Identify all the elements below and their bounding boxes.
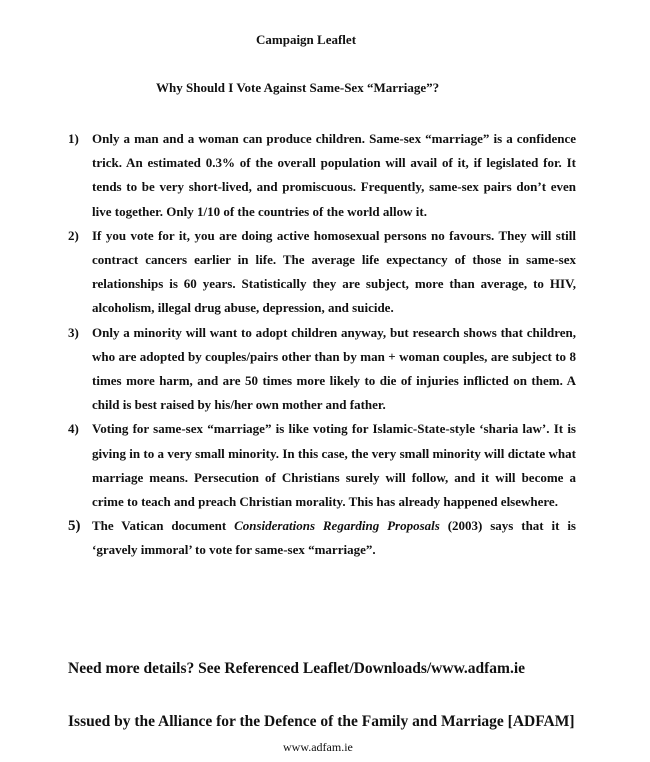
- item-text: Only a minority will want to adopt children anyway, but research shows that children, who are adopted by couples/pairs other than by man + woman couples, are subject to 8 times more harm, and are 50 times more likely to die of injuries inflicted on them. A child is best raised by his/her own mother and father.: [92, 324, 576, 413]
- list-item: [68, 127, 576, 224]
- document-title: Considerations Regarding Proposals: [234, 518, 440, 534]
- item-number: 1): [68, 131, 79, 146]
- item-number: 4): [68, 421, 79, 437]
- item-text: Only a man and a woman can produce children. Same-sex “marriage” is a confidence trick. An estimated 0.3% of the overall population will avail of it, if legislated for. It tends to be very short-lived, and promiscuous. Frequently, same-sex pairs don’t even live together. Only 1/10 of the countries of the world allow it.: [92, 131, 576, 219]
- list-item: [68, 321, 576, 418]
- list-item: [68, 417, 576, 514]
- item-number: 5): [68, 518, 81, 535]
- item-number: 3): [68, 324, 79, 340]
- page-title: Campaign Leaflet: [256, 32, 357, 47]
- item-text: If you vote for it, you are doing active homosexual persons no favours. They will still contract cancers earlier in life. The average life expectancy of those in same-sex relationships is 60 years. Statistically they are subject, more than average, to HIV, alcoholism, illegal drug abuse, depression, and suicide.: [92, 227, 576, 316]
- item-text: Voting for same-sex “marriage” is like voting for Islamic-State-style ‘sharia law’. It is giving in to a very small minority. In this case, the very small minority will dictate what marriage means. Persecution of Christians surely will follow, and it will become a crime to teach and preach Christian morality. This has already happened elsewhere.: [92, 421, 576, 510]
- page-subtitle: Why Should I Vote Against Same-Sex “Marriage”?: [156, 80, 440, 95]
- issued-by-line: Issued by the Alliance for the Defence of the Family and Marriage [ADFAM]: [68, 713, 575, 730]
- item-text-end: (2003) says that it is ‘gravely immoral’ to vote for same-sex “marriage”.: [92, 518, 576, 558]
- list-item: [68, 514, 576, 562]
- item-text: [92, 514, 576, 562]
- reasons-list: [68, 127, 576, 563]
- list-item: [68, 224, 576, 321]
- item-text-start: The Vatican document: [92, 518, 235, 534]
- details-line: Need more details? See Referenced Leaflet/Downloads/www.adfam.ie: [68, 660, 526, 677]
- item-number: 2): [68, 227, 79, 243]
- footer-url: www.adfam.ie: [283, 740, 353, 754]
